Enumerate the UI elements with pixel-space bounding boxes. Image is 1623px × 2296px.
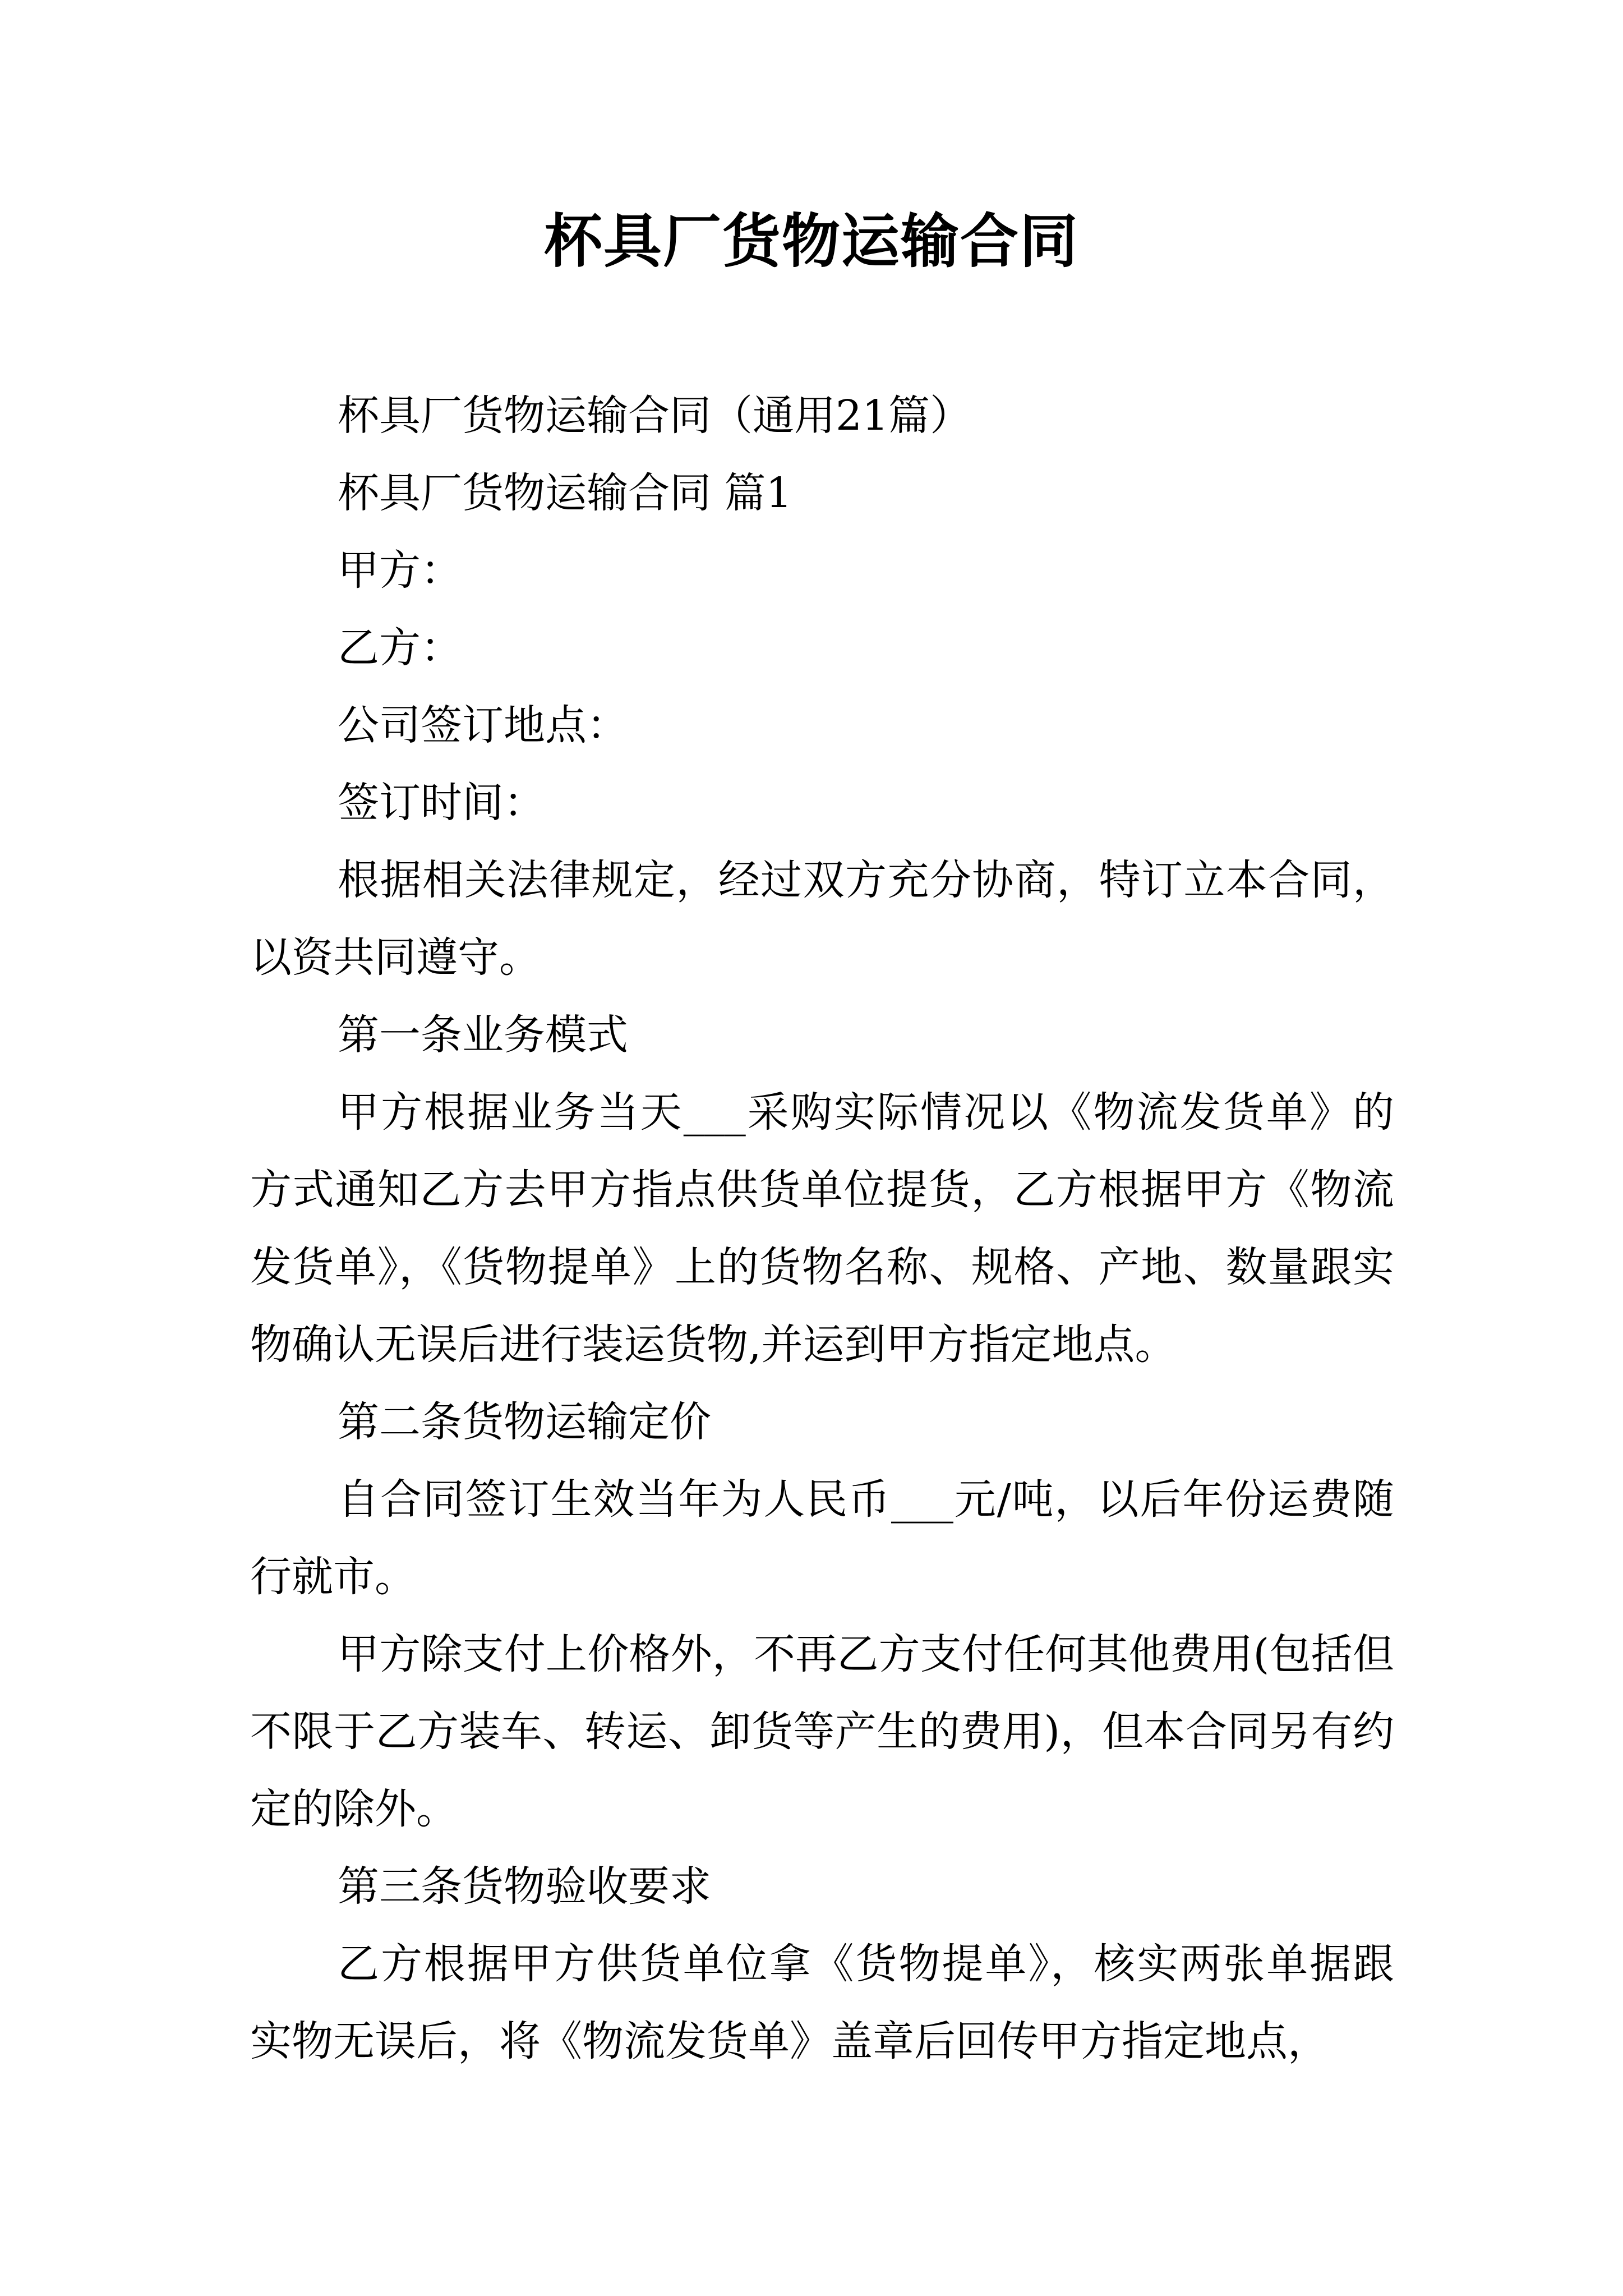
article-2-body-2: 甲方除支付上价格外，不再乙方支付任何其他费用(包括但不限于乙方装车、转运、卸货等产生的费用)，但本合同另有约定的除外。 xyxy=(250,1630,1394,1833)
document-subtitle: 杯具厂货物运输合同（通用21篇） xyxy=(338,392,972,440)
party-a-line: 甲方： xyxy=(338,546,462,595)
article-2-body-1: 自合同签订生效当年为人民币___元/吨，以后年份运费随行就市。 xyxy=(250,1475,1394,1601)
party-b-line: 乙方： xyxy=(338,624,462,672)
article-1-title: 第一条业务模式 xyxy=(338,1011,628,1059)
article-3-title: 第三条货物验收要求 xyxy=(338,1862,711,1911)
article-2-title: 第二条货物运输定价 xyxy=(338,1398,711,1446)
article-1-body: 甲方根据业务当天___采购实际情况以《物流发货单》的方式通知乙方去甲方指点供货单位提货，乙方根据甲方《物流发货单》，《货物提单》上的货物名称、规格、产地、数量跟实物确认无误后进行装运货物,并运到甲方指定地点。 xyxy=(250,1088,1394,1369)
article-3-body: 乙方根据甲方供货单位拿《货物提单》，核实两张单据跟实物无误后，将《物流发货单》盖章后回传甲方指定地点， xyxy=(250,1940,1394,2065)
document-body xyxy=(250,377,1394,2080)
sign-place-line: 公司签订地点： xyxy=(338,701,628,749)
preamble-paragraph: 根据相关法律规定，经过双方充分协商，特订立本合同，以资共同遵守。 xyxy=(250,856,1394,982)
sign-time-line: 签订时间： xyxy=(338,779,545,827)
section-heading: 杯具厂货物运输合同 篇1 xyxy=(338,469,792,517)
document-title: 杯具厂货物运输合同 xyxy=(543,206,1079,275)
